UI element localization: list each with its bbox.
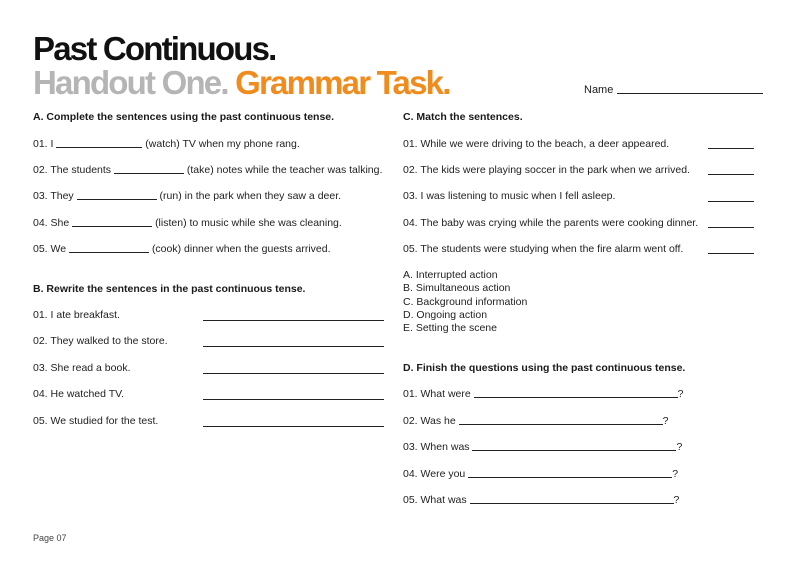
name-line[interactable]	[617, 93, 763, 94]
section-d-item-3: 03. When was ?	[403, 441, 683, 453]
answer-line[interactable]	[203, 373, 384, 374]
match-line[interactable]	[708, 174, 754, 175]
fill-blank[interactable]	[69, 252, 149, 253]
section-a-item-1: 01. I (watch) TV when my phone rang.	[33, 138, 300, 150]
section-a-item-5: 05. We (cook) dinner when the guests arrived.	[33, 243, 331, 255]
section-b-item-3: 03. She read a book.	[33, 362, 131, 374]
fill-blank[interactable]	[114, 173, 184, 174]
section-c-item-1: 01. While we were driving to the beach, a deer appeared.	[403, 138, 670, 150]
fill-blank[interactable]	[77, 199, 157, 200]
section-c-heading: C. Match the sentences.	[403, 111, 523, 123]
section-c-item-5: 05. The students were studying when the fire alarm went off.	[403, 243, 684, 255]
question-blank[interactable]	[472, 450, 676, 451]
section-d-item-4: 04. Were you ?	[403, 468, 679, 480]
answer-line[interactable]	[203, 426, 384, 427]
answer-line[interactable]	[203, 346, 384, 347]
match-line[interactable]	[708, 227, 754, 228]
title-line-2	[33, 65, 450, 101]
match-line[interactable]	[708, 148, 754, 149]
title-line-1: Past Continuous.	[33, 30, 276, 67]
section-b-item-5: 05. We studied for the test.	[33, 415, 159, 427]
option-c: C. Background information	[403, 296, 528, 308]
section-a-item-4: 04. She (listen) to music while she was cleaning.	[33, 217, 342, 229]
name-field[interactable]	[584, 84, 763, 96]
section-b-heading: B. Rewrite the sentences in the past continuous tense.	[33, 283, 306, 295]
question-blank[interactable]	[474, 397, 678, 398]
option-b: B. Simultaneous action	[403, 282, 511, 294]
title-handout: Handout One.	[33, 64, 228, 101]
section-a-item-2: 02. The students (take) notes while the teacher was talking.	[33, 164, 383, 176]
section-b-item-1: 01. I ate breakfast.	[33, 309, 120, 321]
question-blank[interactable]	[468, 477, 672, 478]
option-d: D. Ongoing action	[403, 309, 488, 321]
section-c-item-4: 04. The baby was crying while the parents were cooking dinner.	[403, 217, 699, 229]
section-d-item-2: 02. Was he ?	[403, 415, 669, 427]
question-blank[interactable]	[470, 503, 674, 504]
title-grammar-task: Grammar Task.	[235, 64, 450, 101]
match-line[interactable]	[708, 201, 754, 202]
section-d-heading: D. Finish the questions using the past continuous tense.	[403, 362, 686, 374]
section-c-item-3: 03. I was listening to music when I fell asleep.	[403, 190, 616, 202]
section-b-item-2: 02. They walked to the store.	[33, 335, 168, 347]
option-e: E. Setting the scene	[403, 322, 497, 334]
section-a-heading: A. Complete the sentences using the past continuous tense.	[33, 111, 335, 123]
section-b-item-4: 04. He watched TV.	[33, 388, 125, 400]
answer-line[interactable]	[203, 399, 384, 400]
fill-blank[interactable]	[56, 147, 142, 148]
section-a-item-3: 03. They (run) in the park when they saw a deer.	[33, 190, 342, 202]
page-number: Page 07	[33, 533, 67, 543]
section-d-item-1: 01. What were ?	[403, 388, 684, 400]
section-d-item-5: 05. What was ?	[403, 494, 680, 506]
fill-blank[interactable]	[72, 226, 152, 227]
section-c-item-2: 02. The kids were playing soccer in the park when we arrived.	[403, 164, 690, 176]
option-a: A. Interrupted action	[403, 269, 498, 281]
name-label: Name	[584, 84, 614, 96]
match-line[interactable]	[708, 253, 754, 254]
question-blank[interactable]	[459, 424, 663, 425]
answer-line[interactable]	[203, 320, 384, 321]
